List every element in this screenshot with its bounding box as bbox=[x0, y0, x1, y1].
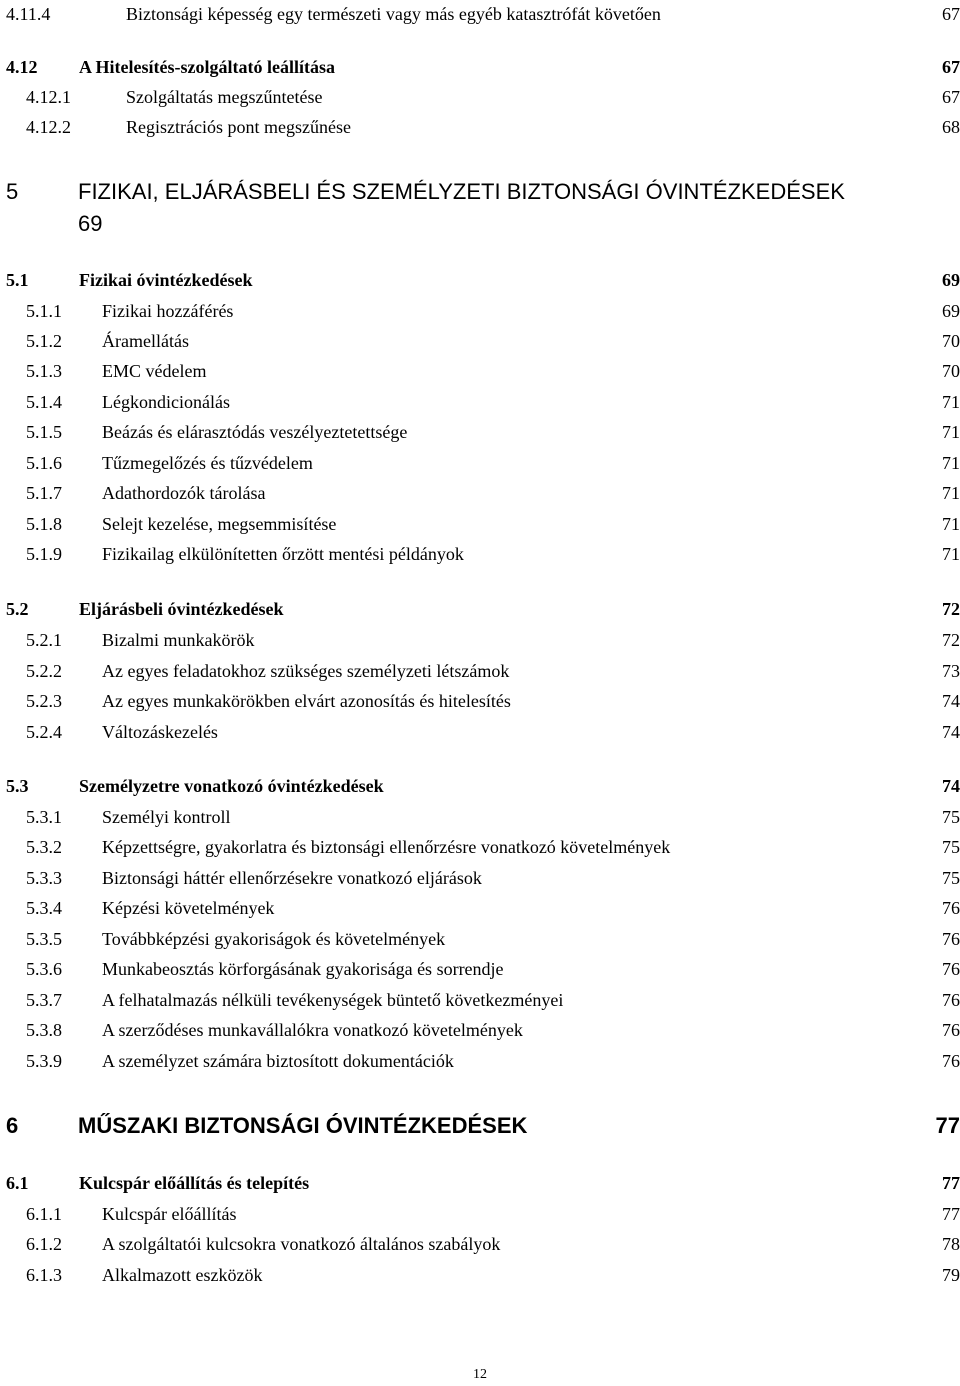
toc-entry-title: Áramellátás bbox=[102, 331, 189, 351]
toc-entry-5-3-6[interactable] bbox=[0, 955, 960, 983]
toc-entry-number: 5.3 bbox=[6, 776, 29, 796]
toc-entry-number: 5.3.8 bbox=[26, 1020, 62, 1040]
toc-entry-title: A személyzet számára biztosított dokumentációk bbox=[102, 1051, 454, 1071]
toc-entry-title: Biztonsági háttér ellenőrzésekre vonatkozó eljárások bbox=[102, 868, 482, 888]
toc-entry-5-3-2[interactable] bbox=[0, 833, 960, 861]
toc-entry-number: 5.1.7 bbox=[26, 483, 62, 503]
toc-entry-5-1-2[interactable] bbox=[0, 327, 960, 355]
toc-entry-number: 5.2.4 bbox=[26, 722, 62, 742]
toc-entry-title: Változáskezelés bbox=[102, 722, 218, 742]
toc-entry-4-12-1[interactable] bbox=[0, 83, 960, 111]
toc-entry-number: 5.3.5 bbox=[26, 929, 62, 949]
toc-entry-5-3[interactable] bbox=[0, 772, 960, 800]
toc-entry-title: EMC védelem bbox=[102, 361, 207, 381]
toc-entry-page: 70 bbox=[942, 331, 960, 351]
toc-entry-number: 5.2.1 bbox=[26, 630, 62, 650]
toc-entry-title: Fizikai hozzáférés bbox=[102, 301, 234, 321]
toc-entry-6-1-2[interactable] bbox=[0, 1230, 960, 1258]
toc-entry-number: 4.11.4 bbox=[6, 4, 51, 24]
toc-entry-number: 5.3.1 bbox=[26, 807, 62, 827]
toc-entry-title: Kulcspár előállítás és telepítés bbox=[79, 1173, 310, 1193]
toc-entry-page: 76 bbox=[942, 898, 960, 918]
toc-entry-number: 5.1 bbox=[6, 270, 29, 290]
toc-entry-5-1-4[interactable] bbox=[0, 388, 960, 416]
toc-entry-number: 5.3.3 bbox=[26, 868, 62, 888]
toc-entry-page: 74 bbox=[942, 691, 960, 711]
toc-entry-5-1-9[interactable] bbox=[0, 540, 960, 568]
toc-entry-number: 5.3.6 bbox=[26, 959, 62, 979]
toc-entry-page: 69 bbox=[942, 270, 960, 290]
toc-entry-title: Alkalmazott eszközök bbox=[102, 1265, 263, 1285]
toc-entry-number: 5.1.2 bbox=[26, 331, 62, 351]
toc-entry-number: 6.1 bbox=[6, 1173, 29, 1193]
toc-entry-page: 67 bbox=[942, 87, 960, 107]
toc-entry-page: 71 bbox=[942, 453, 960, 473]
toc-entry-4-12-2[interactable] bbox=[0, 113, 960, 141]
toc-entry-number: 5.2 bbox=[6, 599, 29, 619]
toc-entry-title: Képzési követelmények bbox=[102, 898, 275, 918]
toc-entry-5-2-1[interactable] bbox=[0, 626, 960, 654]
chapter-page: 69 bbox=[78, 211, 103, 236]
toc-entry-5-2-2[interactable] bbox=[0, 657, 960, 685]
toc-entry-5-3-5[interactable] bbox=[0, 925, 960, 953]
toc-entry-title: Biztonsági képesség egy természeti vagy más egyéb katasztrófát követően bbox=[126, 4, 661, 24]
toc-entry-6-1[interactable] bbox=[0, 1169, 960, 1197]
toc-entry-page: 72 bbox=[942, 599, 960, 619]
toc-entry-title: Fizikai óvintézkedések bbox=[79, 270, 253, 290]
toc-entry-5-3-9[interactable] bbox=[0, 1047, 960, 1075]
toc-entry-title: Szolgáltatás megszűntetése bbox=[126, 87, 323, 107]
toc-entry-page: 73 bbox=[942, 661, 960, 681]
toc-entry-title: Személyzetre vonatkozó óvintézkedések bbox=[79, 776, 384, 796]
chapter-title: MŰSZAKI BIZTONSÁGI ÓVINTÉZKEDÉSEK bbox=[78, 1113, 528, 1138]
toc-entry-5-1-1[interactable] bbox=[0, 297, 960, 325]
toc-entry-page: 76 bbox=[942, 929, 960, 949]
toc-entry-number: 5.1.4 bbox=[26, 392, 62, 412]
toc-entry-title: Fizikailag elkülönítetten őrzött mentési példányok bbox=[102, 544, 464, 564]
toc-entry-title: A felhatalmazás nélküli tevékenységek büntető következményei bbox=[102, 990, 564, 1010]
toc-entry-6-1-3[interactable] bbox=[0, 1261, 960, 1289]
toc-entry-title: Az egyes feladatokhoz szükséges személyzeti létszámok bbox=[102, 661, 510, 681]
toc-entry-title: A szolgáltatói kulcsokra vonatkozó általános szabályok bbox=[102, 1234, 501, 1254]
toc-entry-number: 5.1.8 bbox=[26, 514, 62, 534]
toc-entry-title: Beázás és elárasztódás veszélyeztetettsége bbox=[102, 422, 408, 442]
toc-entry-page: 74 bbox=[942, 776, 960, 796]
toc-entry-page: 72 bbox=[942, 630, 960, 650]
toc-entry-page: 71 bbox=[942, 392, 960, 412]
toc-entry-page: 71 bbox=[942, 514, 960, 534]
toc-entry-4-12[interactable] bbox=[0, 53, 960, 81]
toc-entry-title: Kulcspár előállítás bbox=[102, 1204, 237, 1224]
toc-entry-page: 78 bbox=[942, 1234, 960, 1254]
toc-entry-5-2-4[interactable] bbox=[0, 718, 960, 746]
toc-entry-number: 5.2.2 bbox=[26, 661, 62, 681]
toc-entry-page: 71 bbox=[942, 422, 960, 442]
toc-entry-5-1-5[interactable] bbox=[0, 418, 960, 446]
toc-entry-number: 5.3.9 bbox=[26, 1051, 62, 1071]
toc-entry-number: 5.3.7 bbox=[26, 990, 62, 1010]
toc-entry-page: 75 bbox=[942, 837, 960, 857]
toc-entry-page: 76 bbox=[942, 959, 960, 979]
toc-entry-number: 6.1.1 bbox=[26, 1204, 62, 1224]
toc-entry-page: 75 bbox=[942, 807, 960, 827]
toc-entry-5-3-4[interactable] bbox=[0, 894, 960, 922]
toc-entry-title: Eljárásbeli óvintézkedések bbox=[79, 599, 284, 619]
toc-entry-4-11-4[interactable] bbox=[0, 0, 960, 28]
toc-entry-page: 76 bbox=[942, 990, 960, 1010]
toc-entry-number: 4.12 bbox=[6, 57, 38, 77]
chapter-title: FIZIKAI, ELJÁRÁSBELI ÉS SZEMÉLYZETI BIZTONSÁGI ÓVINTÉZKEDÉSEK bbox=[78, 179, 845, 204]
toc-entry-5-1-3[interactable] bbox=[0, 357, 960, 385]
toc-entry-number: 5.3.2 bbox=[26, 837, 62, 857]
toc-entry-title: Regisztrációs pont megszűnése bbox=[126, 117, 351, 137]
toc-entry-page: 70 bbox=[942, 361, 960, 381]
toc-entry-page: 69 bbox=[942, 301, 960, 321]
toc-entry-title: Az egyes munkakörökben elvárt azonosítás és hitelesítés bbox=[102, 691, 511, 711]
toc-entry-page: 68 bbox=[942, 117, 960, 137]
toc-entry-title: Selejt kezelése, megsemmisítése bbox=[102, 514, 337, 534]
toc-entry-5-1-7[interactable] bbox=[0, 479, 960, 507]
page-number: 12 bbox=[473, 1367, 487, 1382]
toc-entry-title: Képzettségre, gyakorlatra és biztonsági ellenőrzésre vonatkozó követelmények bbox=[102, 837, 671, 857]
toc-entry-5-1[interactable] bbox=[0, 266, 960, 294]
toc-entry-number: 5.3.4 bbox=[26, 898, 62, 918]
toc-entry-page: 77 bbox=[942, 1204, 960, 1224]
toc-entry-number: 4.12.2 bbox=[26, 117, 71, 137]
toc-entry-number: 5.1.1 bbox=[26, 301, 62, 321]
chapter-number: 6 bbox=[6, 1113, 19, 1138]
toc-entry-page: 76 bbox=[942, 1020, 960, 1040]
toc-entry-5-2[interactable] bbox=[0, 595, 960, 623]
toc-entry-page: 67 bbox=[942, 57, 960, 77]
toc-entry-number: 5.1.6 bbox=[26, 453, 62, 473]
chapter-page: 77 bbox=[935, 1113, 960, 1138]
toc-entry-page: 77 bbox=[942, 1173, 960, 1193]
toc-entry-page: 67 bbox=[942, 4, 960, 24]
toc-entry-page: 74 bbox=[942, 722, 960, 742]
toc-entry-5-3-1[interactable] bbox=[0, 803, 960, 831]
toc-entry-number: 6.1.2 bbox=[26, 1234, 62, 1254]
toc-entry-title: Munkabeosztás körforgásának gyakorisága és sorrendje bbox=[102, 959, 504, 979]
toc-entry-6-1-1[interactable] bbox=[0, 1200, 960, 1228]
toc-entry-page: 71 bbox=[942, 544, 960, 564]
toc-entry-page: 76 bbox=[942, 1051, 960, 1071]
toc-entry-number: 5.2.3 bbox=[26, 691, 62, 711]
toc-entry-page: 75 bbox=[942, 868, 960, 888]
toc-entry-number: 5.1.9 bbox=[26, 544, 62, 564]
toc-entry-title: Személyi kontroll bbox=[102, 807, 231, 827]
toc-entry-title: Légkondicionálás bbox=[102, 392, 230, 412]
toc-entry-page: 79 bbox=[942, 1265, 960, 1285]
toc-entry-title: A szerződéses munkavállalókra vonatkozó követelmények bbox=[102, 1020, 523, 1040]
toc-entry-page: 71 bbox=[942, 483, 960, 503]
toc-entry-5-1-8[interactable] bbox=[0, 510, 960, 538]
toc-entry-number: 5.1.5 bbox=[26, 422, 62, 442]
toc-entry-5-1-6[interactable] bbox=[0, 449, 960, 477]
toc-entry-title: Bizalmi munkakörök bbox=[102, 630, 255, 650]
toc-entry-title: Továbbképzési gyakoriságok és követelmények bbox=[102, 929, 446, 949]
toc-entry-title: A Hitelesítés-szolgáltató leállítása bbox=[79, 57, 335, 77]
toc-entry-title: Adathordozók tárolása bbox=[102, 483, 266, 503]
toc-entry-5-3-3[interactable] bbox=[0, 864, 960, 892]
toc-entry-number: 4.12.1 bbox=[26, 87, 71, 107]
toc-entry-title: Tűzmegelőzés és tűzvédelem bbox=[102, 453, 313, 473]
toc-entry-5-2-3[interactable] bbox=[0, 687, 960, 715]
toc-entry-number: 6.1.3 bbox=[26, 1265, 62, 1285]
toc-entry-number: 5.1.3 bbox=[26, 361, 62, 381]
toc-entry-5-3-8[interactable] bbox=[0, 1016, 960, 1044]
chapter-number: 5 bbox=[6, 179, 19, 204]
toc-entry-5-3-7[interactable] bbox=[0, 986, 960, 1014]
